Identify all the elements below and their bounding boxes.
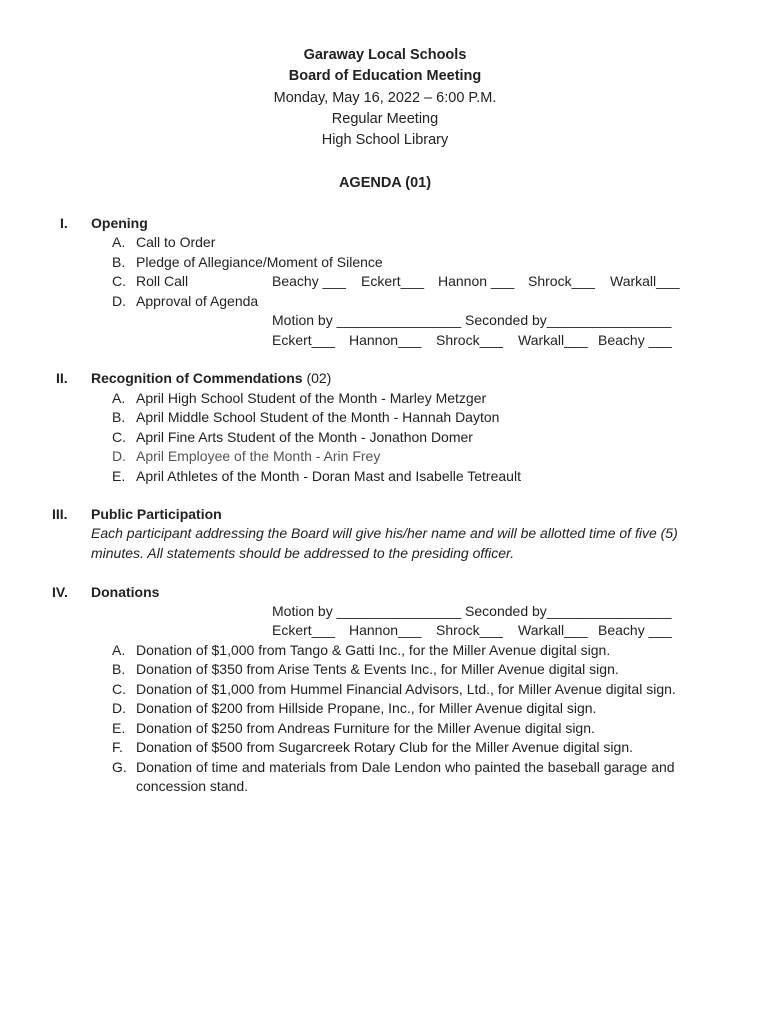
list-item-letter: A.	[112, 390, 126, 406]
list-item-letter: D.	[112, 293, 126, 309]
vote-beachy: Beachy ___	[598, 622, 672, 638]
meeting-type: Regular Meeting	[331, 111, 439, 127]
list-item: Donation of $250 from Andreas Furniture for the Miller Avenue digital sign.	[136, 720, 595, 736]
section-title-public-participation: Public Participation	[91, 506, 222, 522]
meeting-date: Monday, May 16, 2022 – 6:00 P.M.	[273, 90, 497, 106]
vote-hannon: Hannon___	[349, 332, 422, 348]
section-number: IV.	[52, 584, 68, 600]
vote-eckert: Eckert___	[272, 332, 336, 348]
list-item-continuation: concession stand.	[136, 778, 249, 794]
list-item: Donation of $350 from Arise Tents & Events Inc., for Miller Avenue digital sign.	[136, 661, 619, 677]
vote-shrock: Shrock___	[436, 622, 503, 638]
participation-note-line1: Each participant addressing the Board will give his/her name and will be allotted time of five (5)	[91, 525, 678, 541]
meeting-location: High School Library	[321, 132, 449, 148]
list-item: April Employee of the Month - Arin Frey	[136, 448, 381, 464]
list-item: April High School Student of the Month - Marley Metzger	[136, 390, 487, 406]
section-number: II.	[56, 370, 68, 386]
meeting-title: Board of Education Meeting	[288, 68, 482, 84]
rollcall-shrock: Shrock___	[528, 273, 595, 289]
section-title-opening: Opening	[91, 215, 148, 231]
participation-note-line2: minutes. All statements should be addressed to the presiding officer.	[91, 545, 515, 561]
rollcall-warkall: Warkall___	[610, 273, 680, 289]
list-item-letter: B.	[112, 661, 126, 677]
list-item: April Athletes of the Month - Doran Mast and Isabelle Tetreault	[136, 468, 521, 484]
list-item: Call to Order	[136, 234, 216, 250]
list-item: April Fine Arts Student of the Month - Jonathon Domer	[136, 429, 473, 445]
agenda-heading: AGENDA (01)	[338, 175, 432, 191]
vote-shrock: Shrock___	[436, 332, 503, 348]
list-item: April Middle School Student of the Month - Hannah Dayton	[136, 409, 500, 425]
list-item-letter: B.	[112, 254, 126, 270]
rollcall-hannon: Hannon ___	[438, 273, 515, 289]
list-item-letter: E.	[112, 468, 126, 484]
list-item-letter: C.	[112, 273, 126, 289]
school-name: Garaway Local Schools	[303, 47, 467, 63]
motion-line: Motion by ________________ Seconded by________________	[272, 603, 672, 619]
list-item: Donation of $500 from Sugarcreek Rotary Club for the Miller Avenue digital sign.	[136, 739, 634, 755]
list-item-letter: C.	[112, 681, 126, 697]
vote-beachy: Beachy ___	[598, 332, 672, 348]
list-item: Donation of $1,000 from Hummel Financial Advisors, Ltd., for Miller Avenue digital sign.	[136, 681, 676, 697]
list-item-letter: C.	[112, 429, 126, 445]
list-item: Donation of time and materials from Dale Lendon who painted the baseball garage and	[136, 759, 675, 775]
list-item-letter: D.	[112, 700, 126, 716]
section-number: III.	[52, 506, 68, 522]
section-number: I.	[60, 215, 68, 231]
list-item: Approval of Agenda	[136, 293, 259, 309]
list-item: Donation of $1,000 from Tango & Gatti Inc., for the Miller Avenue digital sign.	[136, 642, 611, 658]
list-item-letter: A.	[112, 234, 126, 250]
list-item-letter: B.	[112, 409, 126, 425]
vote-warkall: Warkall___	[518, 622, 588, 638]
list-item-letter: E.	[112, 720, 126, 736]
section-title-donations: Donations	[91, 584, 160, 600]
section-title-commendations	[91, 369, 331, 388]
list-item-letter: A.	[112, 642, 126, 658]
list-item: Roll Call	[136, 273, 189, 289]
list-item-letter: F.	[112, 739, 123, 755]
vote-hannon: Hannon___	[349, 622, 422, 638]
rollcall-eckert: Eckert___	[361, 273, 425, 289]
list-item: Pledge of Allegiance/Moment of Silence	[136, 254, 383, 270]
list-item-letter: D.	[112, 448, 126, 464]
vote-warkall: Warkall___	[518, 332, 588, 348]
motion-line: Motion by ________________ Seconded by________________	[272, 312, 672, 328]
list-item-letter: G.	[112, 759, 127, 775]
vote-eckert: Eckert___	[272, 622, 336, 638]
rollcall-beachy: Beachy ___	[272, 273, 346, 289]
section-title-code: (02)	[302, 370, 332, 386]
section-title-text: Recognition of Commendations	[91, 370, 303, 386]
list-item: Donation of $200 from Hillside Propane, Inc., for Miller Avenue digital sign.	[136, 700, 597, 716]
